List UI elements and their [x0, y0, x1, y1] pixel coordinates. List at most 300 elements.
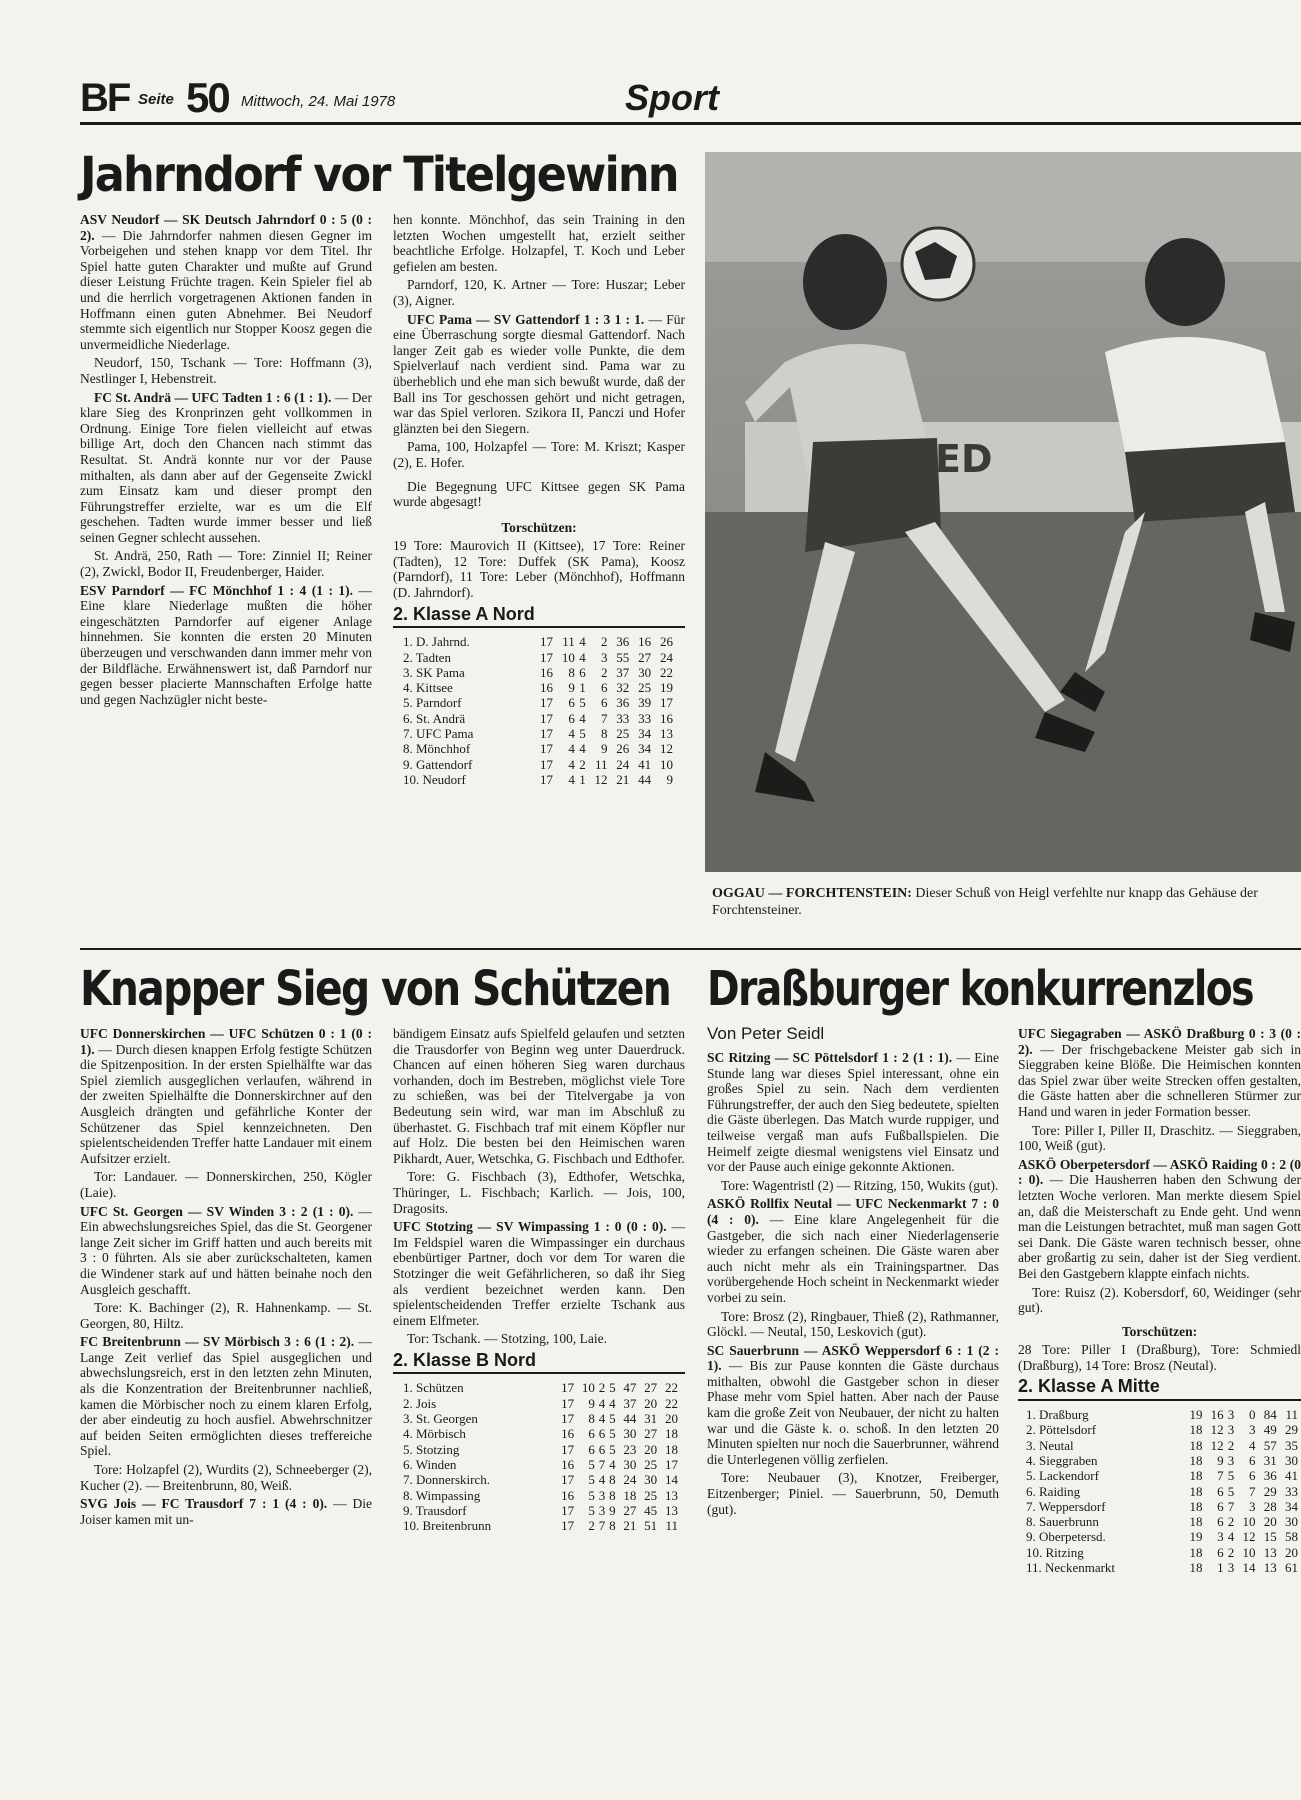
- article1-headline: Jahrndorf vor Titelgewinn: [80, 147, 678, 203]
- stat-cell: 17: [540, 741, 554, 757]
- stat-cell: 33: [616, 710, 630, 726]
- team-name: 4. Sieggraben: [1026, 1452, 1098, 1468]
- match-photo: [705, 152, 1301, 872]
- stat-cell: 18: [665, 1441, 678, 1457]
- stat-cell: 17: [561, 1380, 575, 1396]
- stat-cell: 23: [623, 1441, 637, 1457]
- stat-cell: 35: [1285, 1437, 1298, 1453]
- team-name: 9. Trausdorf: [403, 1502, 467, 1518]
- stat-cell: 5: [588, 1472, 595, 1488]
- section-divider: [80, 948, 1301, 950]
- stat-cell: 6: [588, 1441, 595, 1457]
- stat-cell: 5: [609, 1426, 616, 1442]
- stat-cell: 36: [1263, 1468, 1277, 1484]
- stat-cell: 9: [1217, 1452, 1224, 1468]
- stat-cell: 18: [1189, 1498, 1203, 1514]
- match-details: Pama, 100, Holzapfel — Tore: M. Kriszt; Kasper (2), E. Hofer.: [393, 439, 685, 470]
- stat-cell: 18: [665, 1426, 678, 1442]
- stat-cell: 17: [540, 771, 554, 787]
- table-row: [1026, 1545, 1298, 1560]
- stat-cell: 16: [660, 710, 673, 726]
- stat-cell: 29: [1285, 1422, 1298, 1438]
- scorers-list: 28 Tore: Piller I (Draßburg), Tore: Schmiedl (Draßburg), 14 Tore: Brosz (Neutal).: [1018, 1342, 1301, 1373]
- match-report: — Die Joiser kamen mit un-: [80, 1496, 372, 1527]
- stat-cell: 5: [609, 1380, 616, 1396]
- table-row: [403, 1472, 678, 1487]
- team-name: 5. Parndorf: [403, 695, 462, 711]
- stat-cell: 9: [588, 1395, 595, 1411]
- stat-cell: 30: [623, 1456, 637, 1472]
- stat-cell: 4: [568, 756, 575, 772]
- team-name: 8. Sauerbrunn: [1026, 1514, 1099, 1530]
- stat-cell: 3: [1227, 1560, 1235, 1576]
- stat-cell: 51: [644, 1518, 658, 1534]
- stat-cell: 20: [644, 1441, 658, 1457]
- stat-cell: 1: [1217, 1560, 1224, 1576]
- stat-cell: 28: [1263, 1498, 1277, 1514]
- page-number: 50: [186, 74, 229, 121]
- league-table-title: 2. Klasse A Mitte: [1018, 1379, 1301, 1401]
- stat-cell: 0: [1248, 1407, 1256, 1423]
- stat-cell: 9: [666, 771, 673, 787]
- match-report: — Die Jahrndorfer nahmen diesen Gegner im Vorbeigehen und stehen knapp vor dem Titel. Ihr Spiel hatte guten Charakter und mußte auf Grund dieser Leistung Früchte tragen. Kein Spieler fiel ab und die herrlich vorgetragenen Aktionen fanden in Hoffmann einen guten Abnehmer. Bei Neudorf stemmte sich eigentlich nur Stopper Koosz gegen die unvermeidliche Niederlage.: [80, 227, 372, 352]
- scorers-title: Torschützen:: [1121, 1323, 1198, 1339]
- stat-cell: 22: [665, 1380, 678, 1396]
- stat-cell: 57: [1263, 1437, 1277, 1453]
- stat-cell: 3: [1227, 1407, 1235, 1423]
- stat-cell: 19: [660, 680, 673, 696]
- team-name: 7. Donnerskirch.: [403, 1472, 491, 1488]
- stat-cell: 9: [609, 1502, 616, 1518]
- stat-cell: 16: [638, 634, 652, 650]
- stat-cell: 11: [1285, 1407, 1298, 1423]
- stat-cell: 21: [616, 771, 630, 787]
- table-row: [403, 711, 673, 726]
- table-row: [403, 1442, 678, 1457]
- stat-cell: 6: [1217, 1498, 1224, 1514]
- stat-cell: 17: [540, 726, 554, 742]
- stat-cell: 9: [568, 680, 575, 696]
- stat-cell: 36: [616, 695, 630, 711]
- stat-cell: 17: [665, 1456, 678, 1472]
- stat-cell: 5: [588, 1502, 595, 1518]
- table-row: [1026, 1484, 1298, 1499]
- match-report: — Der klare Sieg des Kronprinzen geht vollkommen in Ordnung. Einige Tore fielen vielleicht auf etwas billige Art, doch den Chancen nach stimmt das Resultat. St. Andrä konnte nur vor der Pause mithalten, als dann aber auf der Gegenseite Zwickl zum Einsatz kam und dieser prompt den Führungstreffer erzielte, war es um die Elf geschehen. Tadten wurde immer besser und ließ seinen Gegner schlecht aussehen.: [80, 389, 372, 545]
- stat-cell: 6: [1248, 1452, 1256, 1468]
- stat-cell: 17: [540, 695, 554, 711]
- table-row: [403, 680, 673, 695]
- table-row: [403, 1396, 678, 1411]
- stat-cell: 41: [638, 756, 652, 772]
- stat-cell: 12: [1242, 1529, 1256, 1545]
- match-details: Tore: Piller I, Piller II, Draschitz. — Sieggraben, 100, Weiß (gut).: [1018, 1122, 1301, 1154]
- table-row: [1026, 1468, 1298, 1483]
- stat-cell: 6: [601, 695, 608, 711]
- stat-cell: 15: [1263, 1529, 1277, 1545]
- stat-cell: 25: [644, 1487, 658, 1503]
- stat-cell: 12: [1210, 1422, 1224, 1438]
- article3-column-1: [707, 1050, 999, 1520]
- stat-cell: 4: [579, 741, 586, 757]
- stat-cell: 12: [660, 741, 673, 757]
- stat-cell: 30: [623, 1426, 637, 1442]
- table-row: [1026, 1499, 1298, 1514]
- stat-cell: 18: [1189, 1468, 1203, 1484]
- stat-cell: 10: [561, 649, 575, 665]
- stat-cell: 6: [598, 1426, 606, 1442]
- stat-cell: 11: [665, 1518, 678, 1534]
- stat-cell: 17: [561, 1502, 575, 1518]
- stat-cell: 18: [623, 1487, 637, 1503]
- table-row: [403, 1380, 678, 1395]
- stat-cell: 14: [1242, 1560, 1256, 1576]
- stat-cell: 17: [540, 756, 554, 772]
- stat-cell: 58: [1285, 1529, 1298, 1545]
- stat-cell: 17: [540, 634, 554, 650]
- team-name: 6. St. Andrä: [403, 710, 466, 726]
- team-name: 2. Pöttelsdorf: [1026, 1422, 1097, 1438]
- match-heading: UFC Donnerskirchen — UFC Schützen 0 : 1 (0 : 1).: [80, 1026, 372, 1057]
- stat-cell: 39: [638, 695, 652, 711]
- stat-cell: 20: [1263, 1514, 1277, 1530]
- stat-cell: 19: [1189, 1529, 1203, 1545]
- stat-cell: 31: [1263, 1452, 1277, 1468]
- stat-cell: 3: [598, 1487, 606, 1503]
- match-details: St. Andrä, 250, Rath — Tore: Zinniel II; Reiner (2), Zwickl, Bodor II, Freudenberger, Haider.: [80, 548, 372, 580]
- stadium-banner-text: ED: [935, 437, 993, 481]
- stat-cell: 13: [665, 1502, 678, 1518]
- stat-cell: 30: [644, 1472, 658, 1488]
- stat-cell: 3: [1227, 1422, 1235, 1438]
- stat-cell: 4: [598, 1411, 606, 1427]
- table-row: [403, 634, 673, 649]
- match-heading: SC Sauerbrunn — ASKÖ Weppersdorf 6 : 1 (2 : 1).: [707, 1342, 999, 1374]
- stat-cell: 25: [638, 680, 652, 696]
- table-row: [1026, 1529, 1298, 1544]
- match-details: Parndorf, 120, K. Artner — Tore: Huszar; Leber (3), Aigner.: [393, 277, 685, 308]
- stat-cell: 8: [609, 1472, 616, 1488]
- stat-cell: 9: [601, 741, 608, 757]
- stat-cell: 10: [1242, 1544, 1256, 1560]
- stat-cell: 1: [579, 771, 586, 787]
- match-details: Tore: K. Bachinger (2), R. Hahnenkamp. — St. Georgen, 80, Hiltz.: [80, 1300, 372, 1331]
- match-heading: FC Breitenbrunn — SV Mörbisch 3 : 6 (1 : 2).: [80, 1334, 355, 1350]
- team-name: 7. Weppersdorf: [1026, 1498, 1106, 1514]
- stat-cell: 18: [1189, 1437, 1203, 1453]
- match-details: Tore: G. Fischbach (3), Edthofer, Wetschka, Thüringer, L. Fischbach; Karlich. — Jois, 100, Dragosits.: [393, 1169, 685, 1216]
- stat-cell: 3: [1217, 1529, 1224, 1545]
- stat-cell: 31: [644, 1411, 658, 1427]
- team-name: 10. Neudorf: [403, 771, 466, 787]
- match-details: Tor: Landauer. — Donnerskirchen, 250, Kögler (Laie).: [80, 1169, 372, 1200]
- team-name: 7. UFC Pama: [403, 726, 474, 742]
- stat-cell: 22: [660, 664, 673, 680]
- article3-byline: Von Peter Seidl: [707, 1024, 825, 1043]
- stat-cell: 11: [562, 634, 575, 650]
- stat-cell: 18: [1189, 1452, 1203, 1468]
- article2-column-2: [393, 1026, 685, 1533]
- stat-cell: 4: [598, 1395, 606, 1411]
- stat-cell: 25: [644, 1456, 658, 1472]
- article1-column-1: [80, 212, 372, 710]
- cancellation-note: Die Begegnung UFC Kittsee gegen SK Pama wurde abgesagt!: [393, 478, 685, 510]
- stat-cell: 37: [623, 1395, 637, 1411]
- stat-cell: 34: [638, 726, 652, 742]
- stat-cell: 24: [660, 649, 673, 665]
- stat-cell: 6: [579, 664, 586, 680]
- stat-cell: 20: [665, 1411, 678, 1427]
- stat-cell: 30: [1285, 1514, 1298, 1530]
- table-row: [1026, 1407, 1298, 1422]
- team-name: 1. Draßburg: [1026, 1407, 1089, 1423]
- issue-date: Mittwoch, 24. Mai 1978: [241, 93, 396, 110]
- stat-cell: 4: [568, 741, 575, 757]
- stat-cell: 20: [644, 1395, 658, 1411]
- stat-cell: 33: [1285, 1483, 1298, 1499]
- stat-cell: 1: [579, 680, 586, 696]
- stat-cell: 4: [568, 726, 575, 742]
- table-row: [403, 1426, 678, 1441]
- stat-cell: 6: [568, 710, 575, 726]
- stat-cell: 18: [1189, 1544, 1203, 1560]
- stat-cell: 11: [594, 756, 608, 772]
- stat-cell: 19: [1189, 1407, 1203, 1423]
- stat-cell: 6: [588, 1426, 595, 1442]
- team-name: 2. Jois: [403, 1395, 437, 1411]
- stat-cell: 16: [1210, 1407, 1224, 1423]
- stat-cell: 5: [609, 1441, 616, 1457]
- stat-cell: 3: [1248, 1422, 1256, 1438]
- table-row: [403, 1518, 678, 1533]
- match-report: — Eine klare Angelegenheit für die Gastgeber, die sich nach einer Niederlagenserie wieder zu erfangen scheinen. Die Gäste waren aber auch nicht mehr als ein Trainingspartner. Das vorübergehende Hoch scheint in Neckenmarkt wieder vorbei zu sein.: [707, 1211, 999, 1305]
- stat-cell: 7: [598, 1456, 606, 1472]
- match-report: bändigem Einsatz aufs Spielfeld gelaufen und setzten die Trausdorfer von Beginn weg unter Dauerdruck. Chancen auf einen höheren Sieg waren durchaus vorhanden, doch im Bestreben, möglichst viele Tore zu schießen, was bei der Titelvergabe ja von Bedeutung sein wird, war man im Abschluß zu überhastet. G. Fischbach traf mit einem Köpfler nur auf Holz. Die besten bei den Heimischen waren Pikhardt, Auer, Wetschka, G. Fischbach und Edthofer.: [393, 1026, 685, 1166]
- stat-cell: 21: [623, 1518, 637, 1534]
- team-name: 6. Winden: [403, 1456, 457, 1472]
- stat-cell: 13: [1263, 1560, 1277, 1576]
- stat-cell: 37: [616, 664, 630, 680]
- stat-cell: 2: [1227, 1437, 1235, 1453]
- stat-cell: 10: [1242, 1514, 1256, 1530]
- stat-cell: 6: [601, 680, 608, 696]
- stat-cell: 18: [1189, 1483, 1203, 1499]
- section-title: Sport: [625, 77, 719, 118]
- team-name: 4. Kittsee: [403, 680, 453, 696]
- stat-cell: 12: [594, 771, 608, 787]
- match-details: Tor: Tschank. — Stotzing, 100, Laie.: [407, 1331, 607, 1347]
- stat-cell: 4: [609, 1456, 616, 1472]
- table-row: [403, 665, 673, 680]
- team-name: 6. Raiding: [1026, 1483, 1081, 1499]
- stat-cell: 13: [1263, 1544, 1277, 1560]
- stat-cell: 17: [540, 649, 554, 665]
- table-row: [1026, 1514, 1298, 1529]
- team-name: 1. D. Jahrnd.: [403, 634, 470, 650]
- stat-cell: 3: [1248, 1498, 1256, 1514]
- stat-cell: 4: [579, 710, 586, 726]
- table-row: [403, 741, 673, 756]
- match-report: — Die Hausherren haben den Schwung der letzten Woche verloren. Man merkte diesem Spiel an, daß die Meisterschaft zu Ende geht. Und wenn man die Leistungen betrachtet, muß man sagen Gott sei Dank. Die Gäste waren technisch besser, ohne aber großartig zu sein, daher ist der Sieg verdient. Bei den Gastgebern klappte einfach nichts.: [1018, 1172, 1301, 1281]
- match-report: — Ein abwechslungsreiches Spiel, das die St. Georgener lange Zeit sicher im Griff hatten und auch bereits mit 3 : 0 führten. Als sie aber zurückschalteten, kamen die Windener stark auf und hätten beinahe noch den Ausgleich geschafft.: [80, 1203, 373, 1297]
- stat-cell: 14: [665, 1472, 678, 1488]
- match-report: — Für eine Überraschung sorgte diesmal Gattendorf. Nach langer Zeit gab es wieder volle Punkte, die dem Spielverlauf nach verdient sind. Pama war zu überheblich und ehe man sich bewußt wurde, daß der Ball ins Tor geschossen gehört und nicht getragen, war das Spiel verloren. Szikora II, Panczi und Hofer glänzten bei den Siegern.: [393, 311, 685, 436]
- stat-cell: 3: [598, 1502, 606, 1518]
- team-name: 4. Mörbisch: [403, 1426, 466, 1442]
- match-report: — Bis zur Pause konnten die Gäste durchaus mithalten, obwohl die Gastgeber schon in dieser Phase mehr vom Spiel hatten. Aber nach der Pause kam die große Zeit von Neubauer, der nicht zu halten war und die Gäste k. o. schoß. In den letzten 20 Minuten spielten nur noch die Sauerbrunner, während die Unterlegenen völlig zerfielen.: [707, 1358, 999, 1467]
- table-row: [1026, 1422, 1298, 1437]
- stat-cell: 5: [1227, 1483, 1235, 1499]
- match-heading: ASKÖ Oberpetersdorf — ASKÖ Raiding 0 : 2 (0 : 0).: [1018, 1156, 1301, 1188]
- stat-cell: 10: [660, 756, 673, 772]
- stat-cell: 5: [579, 695, 586, 711]
- team-name: 8. Mönchhof: [403, 741, 471, 757]
- stat-cell: 30: [638, 664, 652, 680]
- stat-cell: 6: [598, 1441, 606, 1457]
- stat-cell: 4: [1248, 1437, 1256, 1453]
- table-row: [1026, 1560, 1298, 1575]
- stat-cell: 84: [1263, 1407, 1277, 1423]
- scorers-list: 19 Tore: Maurovich II (Kittsee), 17 Tore: Reiner (Tadten), 12 Tore: Duffek (SK Pama), Koosz (Parndorf), 11 Tore: Leber (Mönchhof), Hoffmann (D. Jahrndorf).: [393, 538, 685, 601]
- caption-text: Dieser Schuß von Heigl verfehlte nur knapp das Gehäuse der Forchtensteiner.: [712, 886, 1258, 918]
- masthead-brand: BF: [80, 76, 130, 120]
- stat-cell: 61: [1285, 1560, 1298, 1576]
- stat-cell: 17: [561, 1518, 575, 1534]
- stat-cell: 10: [581, 1380, 595, 1396]
- table-row: [403, 650, 673, 665]
- article3-headline: Draßburger konkurrenzlos: [707, 961, 1253, 1017]
- stat-cell: 4: [568, 771, 575, 787]
- stat-cell: 2: [601, 664, 608, 680]
- league-table-a-nord: [403, 634, 673, 787]
- stat-cell: 6: [568, 695, 575, 711]
- team-name: 1. Schützen: [403, 1380, 464, 1396]
- stat-cell: 7: [1227, 1498, 1235, 1514]
- match-details: Tore: Wagentristl (2) — Ritzing, 150, Wukits (gut).: [721, 1177, 999, 1193]
- stat-cell: 2: [601, 634, 608, 650]
- stat-cell: 26: [616, 741, 630, 757]
- stat-cell: 27: [623, 1502, 637, 1518]
- stat-cell: 34: [1285, 1498, 1298, 1514]
- stat-cell: 12: [1210, 1437, 1224, 1453]
- stat-cell: 25: [616, 726, 630, 742]
- stat-cell: 5: [609, 1411, 616, 1427]
- stat-cell: 13: [660, 726, 673, 742]
- team-name: 3. Neutal: [1026, 1437, 1074, 1453]
- stat-cell: 13: [665, 1487, 678, 1503]
- stat-cell: 7: [1248, 1483, 1256, 1499]
- team-name: 10. Ritzing: [1026, 1544, 1084, 1560]
- article3-column-2: [1018, 1026, 1301, 1575]
- stat-cell: 3: [1227, 1452, 1235, 1468]
- stat-cell: 27: [644, 1426, 658, 1442]
- stat-cell: 29: [1263, 1483, 1277, 1499]
- match-heading: UFC Siegagraben — ASKÖ Draßburg 0 : 3 (0 : 2).: [1018, 1026, 1301, 1057]
- stat-cell: 30: [1285, 1452, 1298, 1468]
- stat-cell: 5: [588, 1487, 595, 1503]
- team-name: 9. Oberpetersd.: [1026, 1529, 1106, 1545]
- match-heading: UFC St. Georgen — SV Winden 3 : 2 (1 : 0).: [80, 1203, 354, 1219]
- article2-column-1: [80, 1026, 372, 1530]
- stat-cell: 24: [623, 1472, 637, 1488]
- stat-cell: 27: [638, 649, 652, 665]
- stat-cell: 16: [561, 1487, 575, 1503]
- match-details: Tore: Ruisz (2). Kobersdorf, 60, Weidinger (sehr gut).: [1018, 1284, 1301, 1316]
- stat-cell: 44: [638, 771, 652, 787]
- team-name: 2. Tadten: [403, 649, 451, 665]
- match-heading: UFC Pama — SV Gattendorf 1 : 3 1 : 1.: [407, 311, 645, 327]
- stat-cell: 44: [623, 1411, 637, 1427]
- league-table-b-nord: [403, 1380, 678, 1533]
- stat-cell: 6: [1217, 1483, 1224, 1499]
- team-name: 3. SK Pama: [403, 664, 465, 680]
- stat-cell: 49: [1263, 1422, 1277, 1438]
- stat-cell: 4: [579, 634, 586, 650]
- stat-cell: 2: [1227, 1544, 1235, 1560]
- stat-cell: 5: [1227, 1468, 1235, 1484]
- stat-cell: 36: [616, 634, 630, 650]
- stat-cell: 3: [601, 649, 608, 665]
- stat-cell: 18: [1189, 1560, 1203, 1576]
- stat-cell: 22: [665, 1395, 678, 1411]
- stat-cell: 18: [1189, 1514, 1203, 1530]
- stat-cell: 16: [561, 1456, 575, 1472]
- stat-cell: 17: [561, 1472, 575, 1488]
- stat-cell: 45: [644, 1502, 658, 1518]
- league-table-title: 2. Klasse B Nord: [393, 1353, 685, 1375]
- stat-cell: 17: [561, 1411, 575, 1427]
- stat-cell: 8: [609, 1487, 616, 1503]
- match-report: — Lange Zeit verlief das Spiel ausgeglichen und abwechslungsreich, erst in den letzten zehn Minuten, als die Konzentration der Breitenbrunner nachließ, kamen die Mörbischer noch zu einem klaren Erfolg, der aber eindeutig zu hoch ausfiel. Abwehrschnitzer auf beiden Seiten ermöglichten dieses treffereiche Spiel.: [80, 1334, 372, 1459]
- stat-cell: 2: [1227, 1514, 1235, 1530]
- table-row: [403, 1411, 678, 1426]
- team-name: 5. Stotzing: [403, 1441, 460, 1457]
- stat-cell: 27: [644, 1380, 658, 1396]
- stat-cell: 8: [609, 1518, 616, 1534]
- article1-column-2: [393, 212, 685, 787]
- team-name: 3. St. Georgen: [403, 1411, 478, 1427]
- match-heading: ASV Neudorf — SK Deutsch Jahrndorf 0 : 5 (0 : 2).: [80, 212, 372, 243]
- match-report: — Durch diesen knappen Erfolg festigte Schützen die Spitzenposition. In der ersten Spielhälfte war das Spiel ziemlich ausgeglichen verlaufen, während in der zweiten Spielhälfte die Donnerskirchner auf den Ausgleich drängten und gefährliche Konter der Schützener das Spiel kennzeichneten. Den spielentscheidenden Treffer hatte Landauer mit einem Aufsitzer erzielt.: [80, 1041, 372, 1166]
- stat-cell: 6: [1217, 1544, 1224, 1560]
- match-details: Tore: Holzapfel (2), Wurdits (2), Schneeberger (2), Kucher (2). — Breitenbrunn, 80, Weiß.: [80, 1462, 372, 1493]
- team-name: 5. Lackendorf: [1026, 1468, 1099, 1484]
- stat-cell: 16: [540, 680, 554, 696]
- match-details: Tore: Brosz (2), Ringbauer, Thieß (2), Rathmanner, Glöckl. — Neutal, 150, Leskovich (gut).: [707, 1308, 999, 1340]
- table-row: [403, 772, 673, 787]
- table-row: [403, 757, 673, 772]
- stat-cell: 17: [660, 695, 673, 711]
- stat-cell: 26: [660, 634, 673, 650]
- stat-cell: 4: [579, 649, 586, 665]
- stat-cell: 55: [616, 649, 630, 665]
- match-report: — Im Feldspiel waren die Wimpassinger ein durchaus ebenbürtiger Partner, doch vor dem Tor waren die Stotzinger die weit Gefährlicheren, so daß ihr Sieg als verdient bezeichnet werden kann. Den spielentscheidenden Treffer erzielte Tschank aus einem Elfmeter.: [393, 1219, 686, 1328]
- stat-cell: 41: [1285, 1468, 1298, 1484]
- match-heading: ASKÖ Rollfix Neutal — UFC Neckenmarkt 7 : 0 (4 : 0).: [707, 1196, 999, 1227]
- stat-cell: 4: [609, 1395, 616, 1411]
- table-row: [1026, 1453, 1298, 1468]
- header-rule: [80, 122, 1301, 125]
- match-report: — Eine klare Niederlage mußten die höher eingeschätzten Parndorfer auf eigener Anlage hinnehmen. Sie konnten die ersten 20 Minuten überzeugen und verschwanden dann immer mehr von der Bildfläche. Erwähnenswert ist, daß Parndorf nur gegen besser placierte Mannschaften Erfolge hatte und gegen Nachzügler nicht beste-: [80, 582, 372, 707]
- caption-lead: OGGAU — FORCHTENSTEIN:: [712, 886, 912, 901]
- stat-cell: 17: [540, 710, 554, 726]
- match-heading: SVG Jois — FC Trausdorf 7 : 1 (4 : 0).: [80, 1496, 328, 1512]
- football-action-photo: [705, 152, 1301, 872]
- stat-cell: 20: [1285, 1544, 1298, 1560]
- stat-cell: 8: [568, 664, 575, 680]
- stat-cell: 7: [598, 1518, 606, 1534]
- match-heading: SC Ritzing — SC Pöttelsdorf 1 : 2 (1 : 1).: [707, 1050, 953, 1065]
- stat-cell: 4: [598, 1472, 606, 1488]
